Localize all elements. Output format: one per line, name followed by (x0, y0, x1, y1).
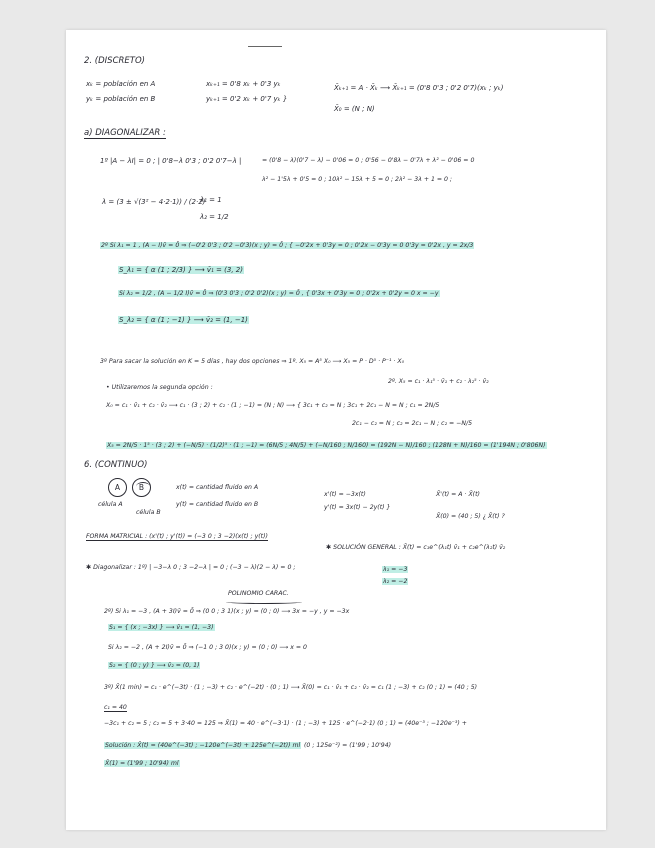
final-value (104, 760, 180, 768)
recurrence-x: xₖ₊₁ = 0'8 xₖ + 0'3 yₖ (206, 80, 281, 88)
step-2-lambda-1 (100, 242, 474, 250)
highlight-lambda-c2: λ₂ = −2 (383, 578, 408, 585)
forma-matricial-text: FORMA MATRICIAL : (x'(t) ; y'(t)) = (−3 0 ; 3 −2)(x(t) ; y(t)) (86, 533, 268, 540)
initial-vector: X̄₀ = (N ; N) (334, 105, 375, 113)
c1-value: c₁ = 40 (104, 704, 127, 711)
ode-initial: X̄(0) = (40 ; 5) ¿ X̄(t) ? (436, 513, 505, 520)
section-title-discrete: 2. (DISCRETO) (84, 56, 145, 66)
cell-a-label: célula A (98, 501, 123, 508)
lambda-formula: λ = (3 ± √(3² − 4·2·1)) / (2·2) (102, 198, 206, 206)
heading-diagonalizar: a) DIAGONALIZAR : (84, 128, 166, 138)
highlight-lambda1: 2º Si λ₁ = 1 , (A − I)v̄ = 0̄ ⇒ (−0'2 0'3 ; 0'2 −0'3)(x ; y) = 0̄ ; { −0'2x + 0'3y = 0 ; 0'2x − 0'3y = 0 0'3y = 0'2x , y = 2x/3 (101, 242, 474, 249)
eigenvector-2-box: S_λ₂ = { α (1 ; −1) } ⟶ v̄₂ = (1, −1) (119, 316, 248, 324)
continuous-diagonalize: ✱ Diagonalizar : 1º) | −3−λ 0 ; 3 −2−λ | = 0 ; (−3 − λ)(2 − λ) = 0 ; (86, 564, 296, 571)
cell-b-circle: B (132, 478, 151, 497)
highlight-solution: Solución : X̄(t) = (40e^(−3t) ; −120e^(−3t) + 125e^(−2t)) ml (105, 742, 301, 749)
ode-matrix: X̄'(t) = A · X̄(t) (436, 491, 480, 498)
continuous-s2 (108, 662, 200, 670)
ode-x: x'(t) = −3x(t) (324, 491, 366, 498)
characteristic-polynomial: POLINOMIO CARAC. (228, 590, 289, 597)
eigenvector-1-box: S_λ₁ = { α (1 ; 2/3) } ⟶ v̄₁ = (3, 2) (119, 266, 243, 274)
continuous-step-3: 3º) X̄(1 min) = c₁ · e^(−3t) · (1 ; −3) + c₂ · e^(−2t) · (0 ; 1) ⟶ X̄(0) = c₁ · v̄₁ + c₂ · v̄₂ = c₁ (1 ; −3) + c₂ (0 ; 1) = (40 ; 5) (104, 684, 478, 691)
continuous-step-2a: 2º) Si λ₁ = −3 , (A + 3I)v̄ = 0̄ ⇒ (0 0 ; 3 1)(x ; y) = (0 ; 0) ⟶ 3x = −y , y = −3x (104, 608, 350, 615)
system-c2: −3c₁ + c₂ = 5 ; c₂ = 5 + 3·40 = 125 ⇒ X̄(1) = 40 · e^(−3·1) · (1 ; −3) + 125 · e^(−2·1) (0 ; 1) = (40e⁻³ ; −120e⁻³) + (104, 720, 467, 727)
eigenvalue-1: λ₁ = 1 (200, 196, 222, 204)
step-1-quadratic: λ² − 1'5λ + 0'5 = 0 ; 10λ² − 15λ + 5 = 0 ; 2λ² − 3λ + 1 = 0 ; (262, 176, 453, 183)
final-solution (104, 742, 301, 750)
continuous-s1 (108, 624, 215, 632)
eigenspace-1 (118, 266, 244, 275)
definition-xk: xₖ = población en A (86, 80, 156, 88)
constants-row-2: 2c₁ − c₂ = N ; c₂ = 2c₁ − N ; c₂ = −N/5 (352, 420, 473, 427)
ode-y: y'(t) = 3x(t) − 2y(t) } (324, 504, 391, 511)
eigenvalue-2: λ₂ = 1/2 (200, 213, 229, 221)
step-2-lambda-2 (118, 290, 440, 298)
step-3-option-2: 2º. X₅ = c₁ · λ₁⁵ · v̄₁ + c₂ · λ₂⁵ · v̄₂ (388, 378, 489, 385)
step-1-expansion: = (0'8 − λ)(0'7 − λ) − 0'06 = 0 ; 0'56 − 0'8λ − 0'7λ + λ² − 0'06 = 0 (262, 157, 475, 164)
step-1-determinant: 1º |A − λI| = 0 ; | 0'8−λ 0'3 ; 0'2 0'7−λ | (100, 157, 242, 165)
highlight-final: X̄(1) = (1'99 ; 10'94) ml (105, 760, 179, 767)
eigenspace-2 (118, 316, 249, 325)
notebook-page (66, 30, 606, 830)
lambda-continuous-1 (382, 566, 408, 574)
continuous-step-2b: Si λ₂ = −2 , (A + 2I)v̄ = 0̄ ⇒ (−1 0 ; 3 0)(x ; y) = (0 ; 0) ⟶ x = 0 (108, 644, 307, 651)
forma-matricial (86, 533, 268, 541)
highlight-x5: X₅ = 2N/5 · 1⁵ · (3 ; 2) + (−N/5) · (1/2)⁵ · (1 ; −1) = (6N/5 ; 4N/5) + (−N/160 ; N/160) = (192N − N)/160 ; (128N + N)/160 = (1'194N ; 0'806N) (107, 442, 546, 449)
highlight-lambda2: Si λ₂ = 1/2 , (A − 1/2 I)v̄ = 0̄ ⇒ (0'3 0'3 ; 0'2 0'2)(x ; y) = 0̄ , { 0'3x + 0'3y = 0 ; 0'2x + 0'2y = 0 x = −y (119, 290, 439, 297)
section-title-continuous: 6. (CONTINUO) (84, 460, 148, 470)
recurrence-y: yₖ₊₁ = 0'2 xₖ + 0'7 yₖ } (206, 95, 288, 103)
solution-tail: (0 ; 125e⁻²) = (1'99 ; 10'94) (304, 742, 392, 749)
highlight-lambda-c1: λ₁ = −3 (383, 566, 408, 573)
step-3-options: 3º Para sacar la solución en K = 5 días , hay dos opciones ⇒ 1º. X₅ = A⁵ X₀ ⟶ X₅ = P · D⁵ · P⁻¹ · X₀ (100, 358, 405, 365)
solucion-general: ✱ SOLUCIÓN GENERAL : X̄(t) = c₁e^(λ₁t) v̄₁ + c₂e^(λ₂t) v̄₂ (326, 544, 506, 551)
system-c1 (104, 704, 127, 712)
matrix-form: X̄ₖ₊₁ = A · X̄ₖ ⟶ X̄ₖ₊₁ = (0'8 0'3 ; 0'2 0'7)(xₖ ; yₖ) (334, 84, 504, 92)
initial-decomposition: X₀ = c₁ · v̄₁ + c₂ · v̄₂ ⟶ c₁ · (3 ; 2) + c₂ · (1 ; −1) = (N ; N) ⟶ { 3c₁ + c₂ = N ; 3c₁ + 2c₁ − N = N ; c₁ = 2N/5 (106, 402, 440, 409)
top-divider (248, 46, 282, 47)
definition-xt: x(t) = cantidad fluido en A (176, 484, 259, 491)
highlight-c-v2: S₂ = { (0 ; y) } ⟶ v̄₂ = (0, 1) (109, 662, 200, 669)
lambda-continuous-2 (382, 578, 408, 586)
use-second-option: • Utilizaremos la segunda opción : (106, 384, 213, 391)
polynomial-underline (226, 600, 302, 604)
cell-b-label: célula B (136, 509, 161, 516)
highlight-c-v1: S₁ = { (x ; −3x) } ⟶ v̄₁ = (1, −3) (109, 624, 214, 631)
x5-result (106, 442, 547, 450)
definition-yt: y(t) = cantidad fluido en B (176, 501, 259, 508)
definition-yk: yₖ = población en B (86, 95, 156, 103)
cell-a-circle: A (108, 478, 127, 497)
